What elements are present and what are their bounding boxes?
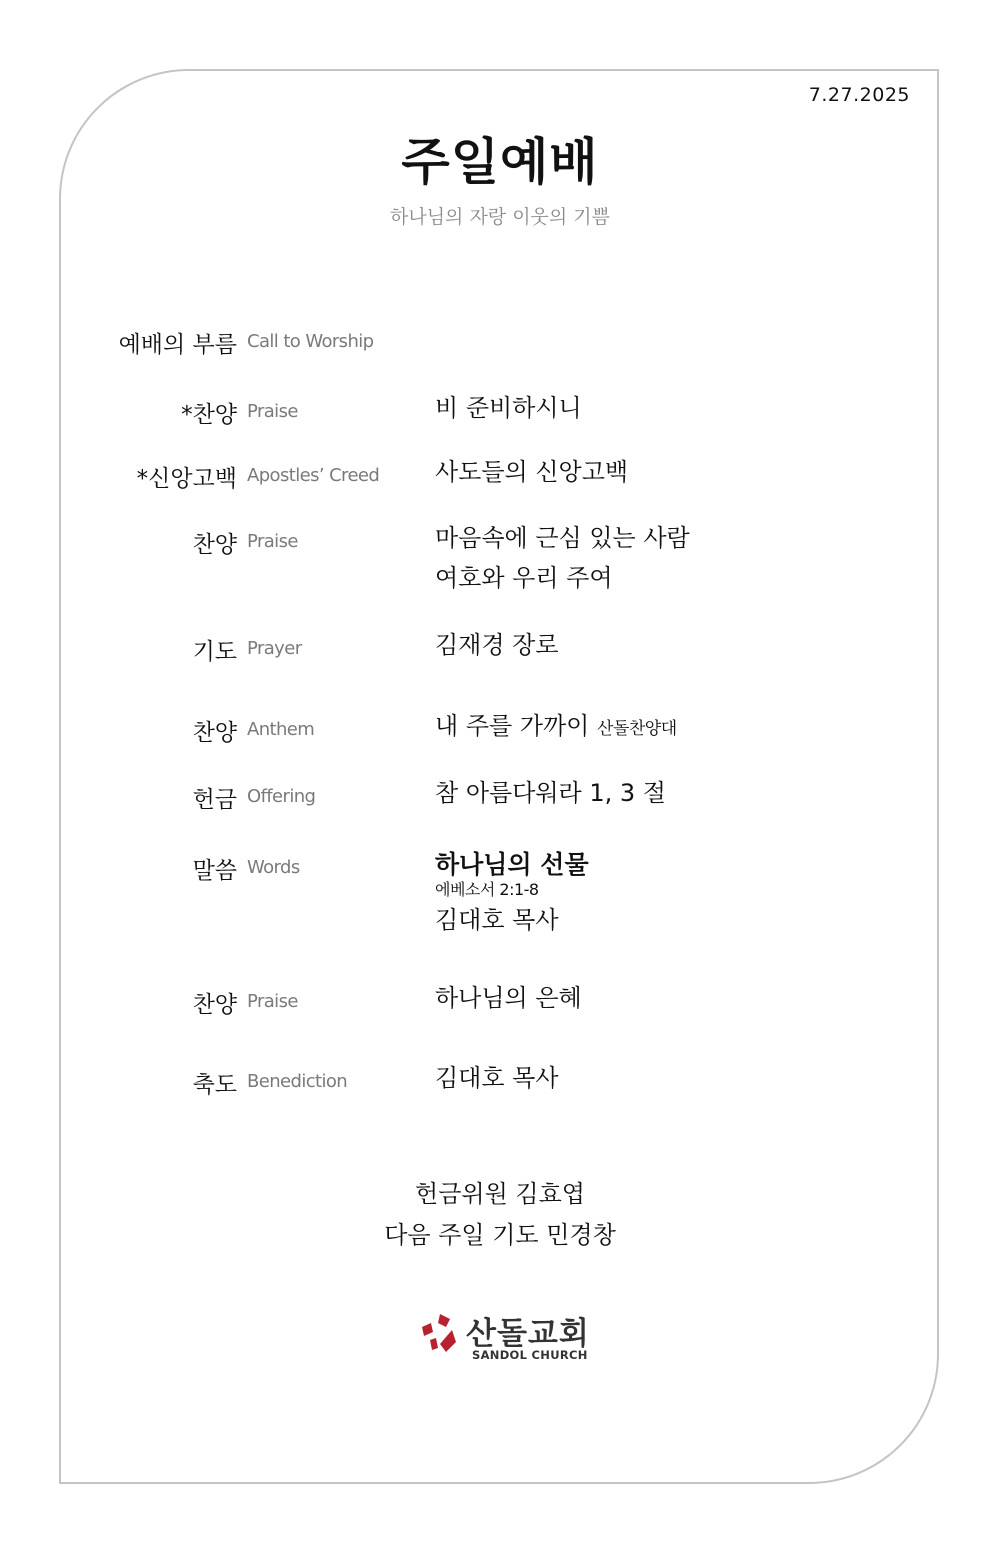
order-label-english: Offering (247, 786, 316, 807)
preacher-name: 김대호 목사 (435, 906, 559, 934)
order-label: 기도 (192, 639, 237, 665)
order-label: 헌금 (192, 787, 237, 813)
choir-name: 산돌찬양대 (597, 719, 677, 739)
order-value (435, 978, 582, 1018)
prayer-leader: 김재경 장로 (435, 631, 559, 659)
order-label: *신앙고백 (136, 466, 237, 492)
scripture-reference: 에베소서 2:1-8 (435, 880, 539, 899)
church-logo-icon (416, 1310, 462, 1356)
order-value (435, 518, 690, 598)
church-name: 산돌교회 (466, 1316, 590, 1352)
church-logo (416, 1308, 596, 1364)
sermon-title: 하나님의 선물 (435, 850, 589, 879)
service-date: 7.27.2025 (808, 84, 910, 106)
order-value (435, 388, 582, 428)
order-label: 찬양 (192, 532, 237, 558)
order-value (435, 625, 559, 665)
order-label-english: Praise (247, 401, 298, 422)
page-title: 주일예배 (401, 133, 599, 191)
order-label: 말씀 (192, 858, 237, 884)
order-label: 찬양 (192, 720, 237, 746)
order-label-english: Anthem (247, 719, 315, 740)
hymn-title: 하나님의 은혜 (435, 984, 582, 1012)
anthem-title: 내 주를 가까이 (435, 712, 590, 740)
order-label: 찬양 (192, 992, 237, 1018)
order-label: 예배의 부름 (118, 332, 237, 358)
order-label-english: Praise (247, 991, 298, 1012)
page-subtitle: 하나님의 자랑 이웃의 기쁨 (389, 206, 610, 228)
offering-hymn: 참 아름다워라 1, 3 절 (435, 779, 666, 807)
order-value (435, 1058, 559, 1098)
creed-title: 사도들의 신앙고백 (435, 458, 629, 486)
order-value (435, 452, 628, 492)
hymn-title: 마음속에 근심 있는 사람 (435, 524, 690, 552)
order-label-english: Apostles’ Creed (247, 465, 380, 486)
order-label: *찬양 (181, 402, 237, 428)
hymn-title: 여호와 우리 주여 (435, 564, 613, 592)
order-label-english: Call to Worship (247, 331, 374, 352)
hymn-title: 비 준비하시니 (435, 394, 582, 422)
order-value (435, 773, 666, 813)
offering-committee: 헌금위원 김효엽 (415, 1180, 585, 1208)
order-label-english: Benediction (247, 1071, 348, 1092)
order-label-english: Prayer (247, 638, 302, 659)
order-label-english: Praise (247, 531, 298, 552)
order-label-english: Words (247, 857, 300, 878)
order-value (435, 706, 677, 749)
order-label: 축도 (192, 1072, 237, 1098)
church-name-english: SANDOL CHURCH (472, 1348, 588, 1362)
benediction-pastor: 김대호 목사 (435, 1064, 559, 1092)
next-week-prayer: 다음 주일 기도 민경창 (384, 1221, 616, 1249)
